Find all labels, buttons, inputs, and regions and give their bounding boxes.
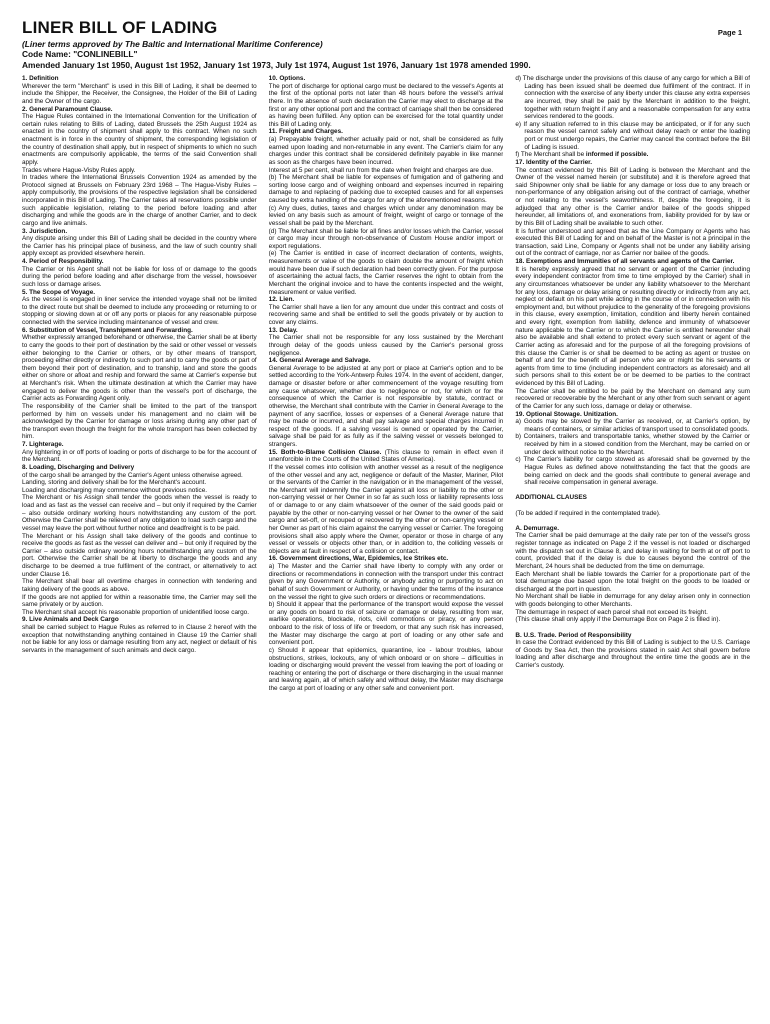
clause-text: Each Merchant shall be liable towards the Carrier for a proportionate part of the total demurrage due based upon the total freight on the goods to be loaded or discharged at the port in question. — [515, 570, 751, 593]
clause-text: a) The Master and the Carrier shall have liberty to comply with any order or directions or recommendations in connection with the transport under this contract given by any Government or Authority, or anybody acting or purporting to act on behalf of such Government or Authority, or having under the terms of the insurance on the vessel the right to give such orders or directions or recommendations. — [268, 563, 504, 601]
clause-text: It is further understood and agreed that as the Line Company or Agents who has executed this Bill of Lading for and on behalf of the Master is not a principal in the transaction, said Line, Company or Agents shall not be under any liability arising out of the contract of carriage, nor as Carrier nor bailee of the goods. — [515, 227, 751, 258]
clause-heading: 2. General Paramount Clause. — [22, 105, 113, 113]
clause-heading: 11. Freight and Charges. — [268, 128, 343, 136]
clause-text: If the vessel comes into collision with another vessel as a result of the negligence of the other vessel and any act, negligence or default of the Master, Mariner, Pilot or the servants of the Carrier in the navigation or in the management of the vessel, the Merchant will indemnify the Carrier against all loss or liability to the other or non-carrying vessel or her Owner in so far as such loss or liability represents loss of or damage to or any claim whatsoever of the owner of the said goods paid or payable by the other or non-carrying vessel or her Owner to the owner of the said cargo and set-off, or recouped or recovered by the other or non-carrying vessel or her Owner as part of his claim against the carrying vessel or Carrier. The foregoing provisions shall also apply where the Owner, operator or those in charge of any vessel or vessels or objects other than, or in addition to, the colliding vessels or objects are at fault in respect of a collision or contact. — [268, 463, 504, 555]
clause-text: b) Should it appear that the performance of the transport would expose the vessel or any goods on board to risk of seizure or damage or delay, resulting from war, warlike operations, blockade, riots, civil commotions or piracy, or any person onboard to the risk of loss of life or freedom, or that any such risk has increased, the Master may discharge the cargo at port of loading or any other safe and convenient port. — [268, 601, 504, 647]
clause-text: The Hague Rules contained in the International Convention for the Unification of certain rules relating to Bills of Lading, dated Brussels the 25th August 1924 as enacted in the country of shipment shall apply to this contract. When no such enactment is in force in the country of shipment, the corresponding legislation of the country of destination shall apply, but in respect of shipments to which no such enactments are compulsorily applicable, the terms of the said Convention shall apply. — [22, 113, 257, 166]
clause-text: The demurrage in respect of each parcel shall not exceed its freight. — [515, 608, 708, 616]
clause-text: As the vessel is engaged in liner service the intended voyage shall not be limited to the direct route but shall be deemed to include any proceeding or returning to or stopping or slowing down at or off any ports or places for any reasonable purpose connected with the service including maintenance of vessel and crew. — [22, 296, 257, 326]
clause-text: c) The Carrier's liability for cargo stowed as aforesaid shall be governed by the Hague Rules as defined above notwithstanding the fact that the goods are being carried on deck and the goods shall contribute to general average and shall receive compensation in general average. — [515, 456, 751, 487]
clause-heading: B. U.S. Trade. Period of Responsibility — [515, 631, 632, 639]
clause-text: f) The Merchant shall be informed if possible. — [515, 151, 649, 159]
clause-heading: 14. General Average and Salvage. — [268, 357, 371, 365]
clause-text: (c) Any dues, duties, taxes and charges which under any denomination may be levied on any basis such as amount of freight, weight of cargo or tonnage of the vessel shall be paid by the Merchant. — [268, 204, 504, 227]
clause-text: Whether expressly arranged beforehand or otherwise, the Carrier shall be at liberty to carry the goods to their port of destination by the said or other vessel or vessels either belonging to the Carrier or others, or by other means of transport, proceeding either directly or indirectly to such port and to carry the goods or part of them beyond their port of destination, and to tranship, land and store the goods either on shore or afloat and reship and forward the same at Carrier's expense but at Merchant's risk. When the ultimate destination at which the Carrier may have engaged to deliver the goods is other than the vessel's port of discharge, the Carrier acts as Forwarding Agent only. — [22, 334, 257, 403]
clause-heading: 5. The Scope of Voyage. — [22, 288, 96, 296]
clause-text: The Carrier shall have a lien for any amount due under this contract and costs of recovering same and shall be entitled to sell the goods privately or by auction to cover any claims. — [268, 303, 504, 326]
clause-text: The Merchant shall accept his reasonable proportion of unidentified loose cargo. — [22, 608, 250, 616]
clause-text: In trades where the International Brussels Convention 1924 as amended by the Protocol signed at Brussels on February 23rd 1968 – The Hague-Visby Rules – apply compulsorily, the provisions of the respective legislation shall be considered incorporated in this Bill of Lading. The Carrier takes all reservations possible under such applicable legislation, relating to the period before loading and after discharging and while the goods are in the charge of another Carrier, and to deck cargo and live animals. — [22, 174, 257, 227]
clause-heading: 12. Lien. — [268, 296, 295, 304]
clause-text: Loading and discharging may commence without previous notice. — [22, 486, 208, 494]
clause-heading: A. Demurrage. — [515, 524, 560, 532]
clause-text: Landing, storing and delivery shall be for the Merchant's account. — [22, 479, 207, 487]
clause-text: (d) The Merchant shall be liable for all fines and/or losses which the Carrier, vessel or cargo may incur through non-observance of Custom House and/or import or export regulations. — [268, 227, 504, 250]
clause-heading: 6. Substitution of Vessel, Transhipment and Forwarding. — [22, 326, 193, 334]
clause-text: c) Should it appear that epidemics, quarantine, ice - labour troubles, labour obstructions, strikes, lockouts, any of which onboard or on shore – difficulties in loading or discharging would prevent the vessel from leaving the port of loading or reaching or entering the port of discharge or there discharging in the usual manner and leaving again, all of which safely and without delay, the Master may discharge the cargo at port of loading or any other safe and convenient port. — [268, 646, 504, 692]
clause-text: b) Containers, trailers and transportable tanks, whether stowed by the Carrier or received by him in a stowed condition from the Merchant, may be carried on or under deck without notice to the Merchant. — [515, 433, 751, 456]
clause-text: In case the Contract evidenced by this Bill of Lading is subject to the U.S. Carriage of Goods by Sea Act, then the provisions stated in said Act shall govern before loading and after discharge and throughout the entire time the goods are in the Carrier's custody. — [515, 639, 751, 669]
clause-text: (To be added if required in the contemplated trade). — [515, 509, 661, 517]
clause-text: Any dispute arising under this Bill of Lading shall be decided in the country where the Carrier has his principal place of business, and the law of such country shall apply except as provided elsewhere herein. — [22, 235, 257, 258]
clause-heading: 10. Options. — [268, 75, 306, 82]
terms-columns — [22, 75, 750, 1015]
clause-heading: ADDITIONAL CLAUSES — [515, 494, 587, 502]
clause-heading: 9. Live Animals and Deck Cargo — [22, 616, 119, 624]
clause-text: The Carrier or his Agent shall not be liable for loss of or damage to the goods during the period before loading and after discharge from the vessel, howsoever such loss or damage arises. — [22, 265, 257, 288]
clause-text: (e) The Carrier is entitled in case of incorrect declaration of contents, weights, measurements or value of the goods to claim double the amount of freight which would have been due if such declaration had been correctly given. For the purpose of ascertaining the actual facts, the Carrier reserves the right to obtain from the Merchant the original invoice and to have the contents inspected and the weight, measurement or value verified. — [268, 250, 504, 296]
clause-text: The port of discharge for optional cargo must be declared to the vessel's Agents at the first of the optional ports not later than 48 hours before the vessel's arrival there. In the absence of such declaration the Carrier may elect to discharge at the first or any other optional port and the contract of carriage shall then be considered as having been fulfilled. Any option can be exercised for the total quantity under this Bill of Lading only. — [268, 82, 504, 128]
clause-text: The Merchant or his Assign shall take delivery of the goods and continue to receive the goods as fast as the vessel can deliver and – but only if required by the Carrier – also outside ordinary working hours notwithstanding any custom of the port. Otherwise the Carrier shall be at liberty to discharge the goods and any discharge to be deemed a true fulfilment of the contract, or alternatively to act under Clause 16. — [22, 532, 257, 578]
clause-text: e) If any situation referred to in this clause may be anticipated, or if for any such reason the vessel cannot safely and without delay reach or enter the loading port or must undergo repairs, the Carrier may cancel the contract before the Bill of Lading is issued. — [515, 120, 751, 151]
clause-heading: 8. Loading, Discharging and Delivery — [22, 463, 135, 471]
document-header — [22, 39, 742, 70]
clause-heading: 3. Jurisdiction. — [22, 227, 68, 235]
clause-text: of the cargo shall be arranged by the Carrier's Agent unless otherwise agreed. — [22, 471, 243, 479]
page-number: Page 1 — [717, 28, 742, 37]
clause-text: (a) Prepayable freight, whether actually paid or not, shall be considered as fully earned upon loading and non-returnable in any event. The Carrier's claim for any charges under this contract shall be considered definitely payable in like manner as soon as the charges have been incurred. — [268, 136, 504, 166]
clause-text: The Merchant shall bear all overtime charges in connection with tendering and taking delivery of the goods as above. — [22, 578, 257, 593]
terms-column-1 — [22, 75, 257, 1015]
clause-text: The Carrier shall be entitled to be paid by the Merchant on demand any sum recovered or recoverable by the Merchant or any other from such servant or agent of the Carrier for any such loss, damage or delay or otherwise. — [515, 387, 751, 410]
clause-heading: 18. Exemptions and Immunities of all servants and agents of the Carrier. — [515, 258, 735, 265]
amendment-line: Amended January 1st 1950, August 1st 1952, January 1st 1973, July 1st 1974, August 1st 1976, January 1st 1978 amended 1990. — [22, 59, 531, 70]
clause-text: d) The discharge under the provisions of this clause of any cargo for which a Bill of Lading has been issued shall be deemed due fulfilment of the contract. If in connection with the exercise of any liberty under this clause any extra expenses are incurred, they shall be paid by the Merchant in addition to the freight, together with return freight if any and a reasonable compensation for any extra services rendered to the goods. — [515, 75, 751, 121]
subtitle: (Liner terms approved by The Baltic and International Maritime Conference) — [22, 39, 323, 49]
code-name: Code Name: "CONLINEBILL" — [22, 49, 138, 60]
clause-heading: 15. Both-to-Blame Collision Clause. (This clause to remain in effect even if unenforcible in the Courts of the United States of America). — [268, 448, 504, 464]
clause-text: Interest at 5 per cent, shall run from the date when freight and charges are due. — [268, 166, 494, 174]
terms-column-2 — [269, 75, 504, 1015]
clause-text: (This clause shall only apply if the Demurrage Box on Page 2 is filled in). — [515, 616, 721, 624]
document-title: LINER BILL OF LADING — [22, 18, 218, 37]
clause-text: The Carrier shall be paid demurrage at the daily rate per ton of the vessel's gross register tonnage as indicated on Page 2 if the vessel is not loaded or discharged with the dispatch set out in Clause 8, and delay in waiting for berth at or off port to count, provided that if the delay is due to causes beyond the control of the Merchant, 24 hours shall be deducted from the time on demurrage. — [515, 532, 751, 570]
clause-text: The contract evidenced by this Bill of Lading is between the Merchant and the Owner of the vessel named herein (or substitute) and it is therefore agreed that said Shipowner only shall be liable for any damage or loss due to any breach or non-performance of any obligation arising out of the contract of carriage, whether or not relating to the vessel's seaworthiness. If, despite the foregoing, it is adjudged that any other is the Carrier and/or bailee of the goods shipped hereunder, all limitations of, and exonerations from, liability provided for by law or by this Bill of Lading shall be available to such other. — [515, 166, 751, 227]
clause-heading: 13. Delay. — [268, 326, 298, 334]
clause-heading: 17. Identity of the Carrier. — [515, 158, 593, 166]
terms-column-3 — [515, 75, 750, 1015]
clause-heading: 1. Definition — [22, 75, 59, 82]
clause-text: If the goods are not applied for within a reasonable time, the Carrier may sell the same privately or by auction. — [22, 593, 257, 609]
clause-text: The Merchant or his Assign shall tender the goods when the vessel is ready to load and as fast as the vessel can receive and – but only if required by the Carrier – also outside ordinary working hours notwithstanding any custom of the port. Otherwise the Carrier shall be relieved of any obligation to load such cargo and the vessel may leave the port without further notice and deadfreight is to be paid. — [22, 494, 257, 532]
clause-text: The Carrier shall not be responsible for any loss sustained by the Merchant through delay of the goods unless caused by the Carrier's personal gross negligence. — [268, 334, 504, 357]
clause-text: General Average to be adjusted at any port or place at Carrier's option and to be settled according to the York-Antwerp Rules 1974. In the event of accident, danger, damage or disaster before or after commencement of the voyage resulting from any cause whatsoever, whether due to negligence or not, for which or for the consequence of which the Carrier is not responsible by statute, contract or otherwise, the Merchant shall contribute with the Carrier in General Average to the payment of any sacrifice, losses or expenses of a General Average nature that may be made or incurred, and shall pay salvage and special charges incurred in respect of the goods. If a salving vessel is owned or operated by the Carrier, salvage shall be paid for as fully as if the salving vessel or vessels belonged to strangers. — [268, 364, 504, 448]
clause-text: No Merchant shall be liable in demurrage for any delay arisen only in connection with goods belonging to other Merchants. — [515, 593, 751, 609]
clause-text: (b) The Merchant shall be liable for expenses of fumigation and of gathering and sorting loose cargo and of weighing onboard and expenses incurred in repairing damage to and replacing of packing due to excepted causes and for all expenses caused by extra handling of the cargo for any of the aforementioned reasons. — [268, 174, 504, 204]
clause-text: The responsibility of the Carrier shall be limited to the part of the transport performed by him on vessels under his management and no claim will be acknowledged by the Carrier for damage or loss arising during any other part of the transport even though the freight for the whole transport has been collected by him. — [22, 402, 257, 441]
clause-text: shall be carried subject to Hague Rules as referred to in Clause 2 hereof with the exception that notwithstanding anything contained in Clause 19 the Carrier shall not be liable for any loss or damage resulting from any act, neglect or default of his servants in the management of such animals and deck cargo. — [22, 624, 257, 654]
clause-text: It is hereby expressly agreed that no servant or agent of the Carrier (including every independent contractor from time to time employed by the Carrier) shall in any circumstances whatsoever be under any liability whatsoever to the Merchant for any loss, damage or delay arising or resulting directly or indirectly from any act, neglect or default on his part while acting in the course of or in connection with his employment and, but without prejudice to the generality of the foregoing provisions in this clause, every exemption, limitation, condition and liberty herein contained and every right, exemption from liability, defence and immunity of whatsoever nature applicable to the Carrier or to which the Carrier is entitled hereunder shall also be available and shall extend to protect every such servant or agent of the Carrier acting as aforesaid and for the purpose of all the foregoing provisions of this clause the Carrier is or shall be deemed to be acting as agent or trustee on behalf of and for the benefit of all person who are or might be his servants or agents from time to time (including independent contractors as aforesaid) and all such persons shall to this extent be or be deemed to be parties to the contract evidenced by this Bill of Lading. — [515, 265, 751, 387]
clause-text: a) Goods may be stowed by the Carrier as received, or, at Carrier's option, by means of containers, or similar articles of transport used to consolidated goods. — [515, 418, 751, 433]
clause-text: Any lightering in or off ports of loading or ports of discharge to be for the account of the Merchant. — [22, 448, 257, 464]
clause-heading: 4. Period of Responsibility. — [22, 258, 104, 265]
clause-heading: 19. Optional Stowage. Unitization. — [515, 410, 618, 418]
clause-heading: 7. Lighterage. — [22, 441, 64, 448]
clause-heading: 16. Government directions, War, Epidemics, Ice Strikes etc. — [268, 555, 449, 563]
clause-text: Trades where Hague-Visby Rules apply. — [22, 166, 136, 174]
clause-text: Wherever the term "Merchant" is used in this Bill of Lading, it shall be deemed to include the Shipper, the Receiver, the Consignee, the Holder of the Bill of Lading and the Owner of the cargo. — [22, 82, 257, 105]
